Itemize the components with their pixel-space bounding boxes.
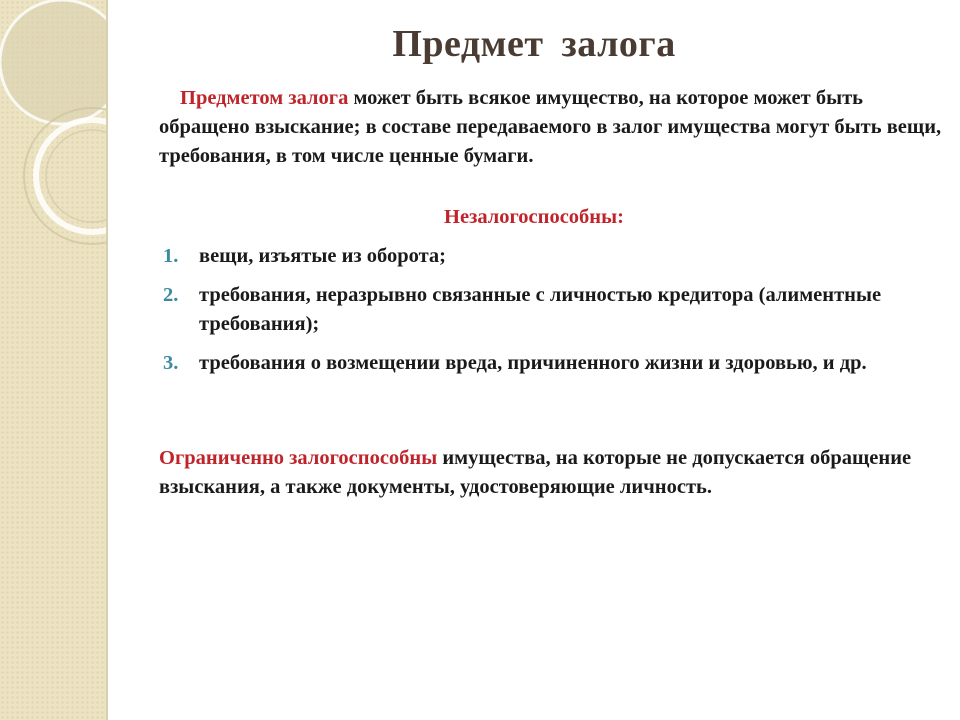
side-panel-border [106,0,108,720]
list-item-number: 3. [163,352,179,374]
limited-text: имущества, на которые не допускается обращение взыскания, а также документы, удостоверяющие личность. [159,447,912,498]
decorative-side-panel [0,0,106,720]
slide-title: Предмет залога [392,23,676,65]
list-item [163,349,953,378]
intro-text: может быть всякое имущество, на которое может быть обращено взыскание; в составе передаваемого в залог имущества могут быть вещи, требования, в том числе ценные бумаги. [159,87,942,167]
limited-highlight: Ограниченно залогоспособны [159,447,438,469]
limited-paragraph [159,444,949,502]
list-item-text: требования о возмещении вреда, причиненного жизни и здоровью, и др. [199,352,867,374]
decorative-rings-icon [0,0,106,720]
list-item-text: требования, неразрывно связанные с личностью кредитора (алиментные требования); [199,284,882,335]
list-item-number: 1. [163,245,179,267]
list-item [163,242,953,271]
subheading-non-pledgeable: Незалогоспособны: [444,206,624,228]
list-item-text: вещи, изъятые из оборота; [199,245,447,267]
list-item-number: 2. [163,284,179,306]
list-item [163,281,953,339]
intro-paragraph [159,84,949,171]
intro-highlight: Предметом залога [180,87,349,109]
non-pledgeable-list [163,242,953,388]
